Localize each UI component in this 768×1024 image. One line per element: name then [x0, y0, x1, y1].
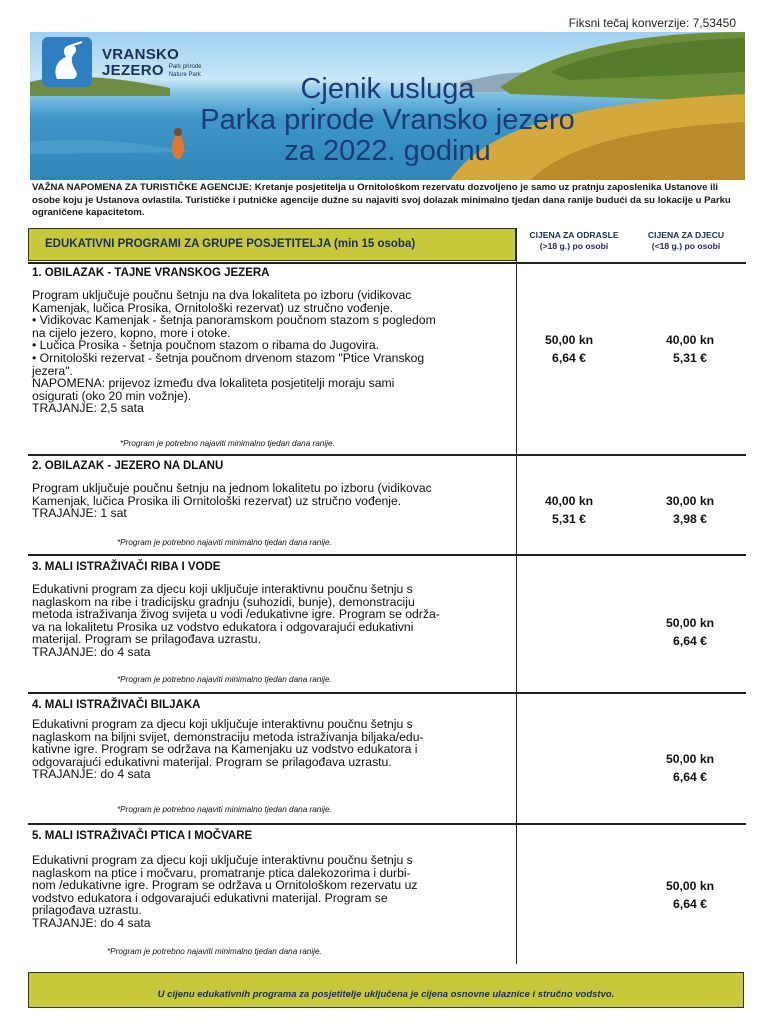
program-column-header: EDUKATIVNI PROGRAMI ZA GRUPE POSJETITELJA (min 15 osoba): [45, 238, 416, 250]
logo-name-line1: VRANSKO: [102, 45, 180, 63]
header-banner: [30, 32, 745, 180]
program-1-child-price: [636, 331, 744, 367]
program-1-description: Program uključuje poučnu šetnju na dva lokaliteta po izboru (vidikovac Kamenjak, lučica Prosika, Ornitološki rezervat) uz stručno vođenje. • Vidikovac Kamenjak - šetnja panoramskom poučnom stazom s pogledom na cijelo jezero, kopno, more i otoke. • Lučica Prosika - šetnja poučnom stazom o ribama do Jugovira. • Ornitološki rezervat - šetnja poučnom drvenom stazom "Ptice Vranskog jezera". NAPOMENA: prijevoz između dva lokaliteta posjetitelji moraju sami osigurati (oko 20 min vožnje). TRAJANJE: 2,5 sata: [32, 288, 436, 416]
program-4-note: *Program je potrebno najaviti minimalno tjedan dana ranije.: [117, 805, 332, 814]
program-4-description: Edukativni program za djecu koji uključuje interaktivnu poučnu šetnju s naglaskom na biljni svijet, demonstraciju metoda istraživanja biljaka/edu- kativne igre. Program se održava na Kamenjaku uz vodstvo edukatora i odgovarajući edukativni materijal. Program se prilagođava uzrastu. TRAJANJE: do 4 sata: [32, 717, 424, 782]
program-4-title: 4. MALI ISTRAŽIVAČI BILJAKA: [32, 699, 201, 711]
logo-sub-line1: Park prirode: [168, 63, 202, 70]
program-3-description: Edukativni program za djecu koji uključuje interaktivnu poučnu šetnju s naglaskom na ribe i tradicijsku gradnju (suhozidi, bunje), demonstraciju metoda istraživanja živog svijeta u vodi /edukativne igre. Program se održa- va na lokalitetu Prosika uz vodstvo edukatora i odgovarajući edukativni materijal. Program se prilagođava uzrastu. TRAJANJE: do 4 sata: [32, 582, 440, 659]
program-5-note: *Program je potrebno najaviti minimalno tjedan dana ranije.: [107, 947, 322, 956]
footer-note: [28, 972, 744, 1008]
program-1-child-kn: 40,00 kn: [665, 333, 715, 347]
title-line1: Cjenik usluga: [300, 73, 475, 105]
program-3-note: *Program je potrebno najaviti minimalno tjedan dana ranije.: [117, 675, 332, 684]
program-2-child-kn: 30,00 kn: [665, 494, 715, 508]
program-2-child-price: [636, 492, 744, 528]
logo-name-line2: JEZERO: [102, 61, 164, 79]
program-2-child-eur: 3,98 €: [673, 512, 707, 526]
page-title: [30, 71, 745, 167]
table-header-program: [28, 228, 516, 261]
program-1-note: *Program je potrebno najaviti minimalno tjedan dana ranije.: [120, 439, 335, 448]
footer-text: U cijenu edukativnih programa za posjetitelje uključena je cijena osnovne ulaznice i stručno vodstvo.: [157, 989, 615, 1000]
program-4-child-price: [636, 750, 744, 786]
program-1-adult-kn: 50,00 kn: [544, 333, 594, 347]
conversion-rate: Fiksni tečaj konverzije: 7,53450: [568, 16, 736, 30]
child-price-header: [632, 230, 740, 252]
program-2-title: 2. OBILAZAK - JEZERO NA DLANU: [32, 460, 224, 472]
logo-sub-line2: Nature Park: [168, 71, 201, 78]
program-5-child-kn: 50,00 kn: [665, 879, 715, 893]
program-2-adult-kn: 40,00 kn: [544, 494, 594, 508]
program-3-child-eur: 6,64 €: [673, 634, 707, 648]
adult-header-line1: CIJENA ZA ODRASLE: [529, 230, 619, 240]
table-rule: [28, 454, 746, 456]
child-header-line2: (<18 g.) po osobi: [651, 241, 721, 251]
agency-notice: VAŽNA NAPOMENA ZA TURISTIČKE AGENCIJE: Kretanje posjetitelja u Ornitološkom rezervatu dozvoljeno je samo uz pratnju zaposlenika Ustanove ili osobe koju je Ustanova ovlastila. Turističke i putničke agencije dužne su najaviti svoj dolazak minimalno tjedan dana ranije budući da su lokacije u Parku ograničene kapacitetom.: [32, 182, 731, 218]
adult-price-header: [520, 230, 628, 252]
program-2-description: Program uključuje poučnu šetnju na jednom lokalitetu po izboru (vidikovac Kamenjak, lučica Prosika ili Ornitološki rezervat) uz stručno vođenje. TRAJANJE: 1 sat: [32, 481, 432, 521]
program-2-adult-price: [515, 492, 623, 528]
table-rule: [28, 692, 746, 694]
adult-header-line2: (>18 g.) po osobi: [539, 241, 609, 251]
program-2-note: *Program je potrebno najaviti minimalno tjedan dana ranije.: [117, 538, 332, 547]
program-4-child-kn: 50,00 kn: [665, 752, 715, 766]
table-rule: [28, 262, 746, 264]
program-2-adult-eur: 5,31 €: [552, 512, 586, 526]
program-5-description: Edukativni program za djecu koji uključuje interaktivnu poučnu šetnju s naglaskom na ptice i močvaru, promatranje ptica dalekozorima i durbi- nom /edukativne igre. Program se održava u Ornitološkom rezervatu uz vodstvo edukatora i odgovarajući edukativni materijal. Program se prilagođava uzrastu. TRAJANJE: do 4 sata: [32, 853, 418, 930]
title-line2: Parka prirode Vransko jezero: [200, 104, 575, 136]
child-header-line1: CIJENA ZA DJECU: [647, 230, 725, 240]
table-rule: [28, 823, 746, 825]
program-3-child-price: [636, 614, 744, 650]
program-1-adult-eur: 6,64 €: [552, 351, 586, 365]
program-5-child-price: [636, 877, 744, 913]
title-line3: za 2022. godinu: [284, 135, 491, 167]
program-5-child-eur: 6,64 €: [673, 897, 707, 911]
program-1-child-eur: 5,31 €: [673, 351, 707, 365]
program-3-child-kn: 50,00 kn: [665, 616, 715, 630]
program-5-title: 5. MALI ISTRAŽIVAČI PTICA I MOČVARE: [32, 830, 253, 842]
program-3-title: 3. MALI ISTRAŽIVAČI RIBA I VODE: [32, 561, 221, 573]
program-4-child-eur: 6,64 €: [673, 770, 707, 784]
program-1-title: 1. OBILAZAK - TAJNE VRANSKOG JEZERA: [32, 267, 270, 279]
program-1-adult-price: [515, 331, 623, 367]
table-rule: [28, 554, 746, 556]
